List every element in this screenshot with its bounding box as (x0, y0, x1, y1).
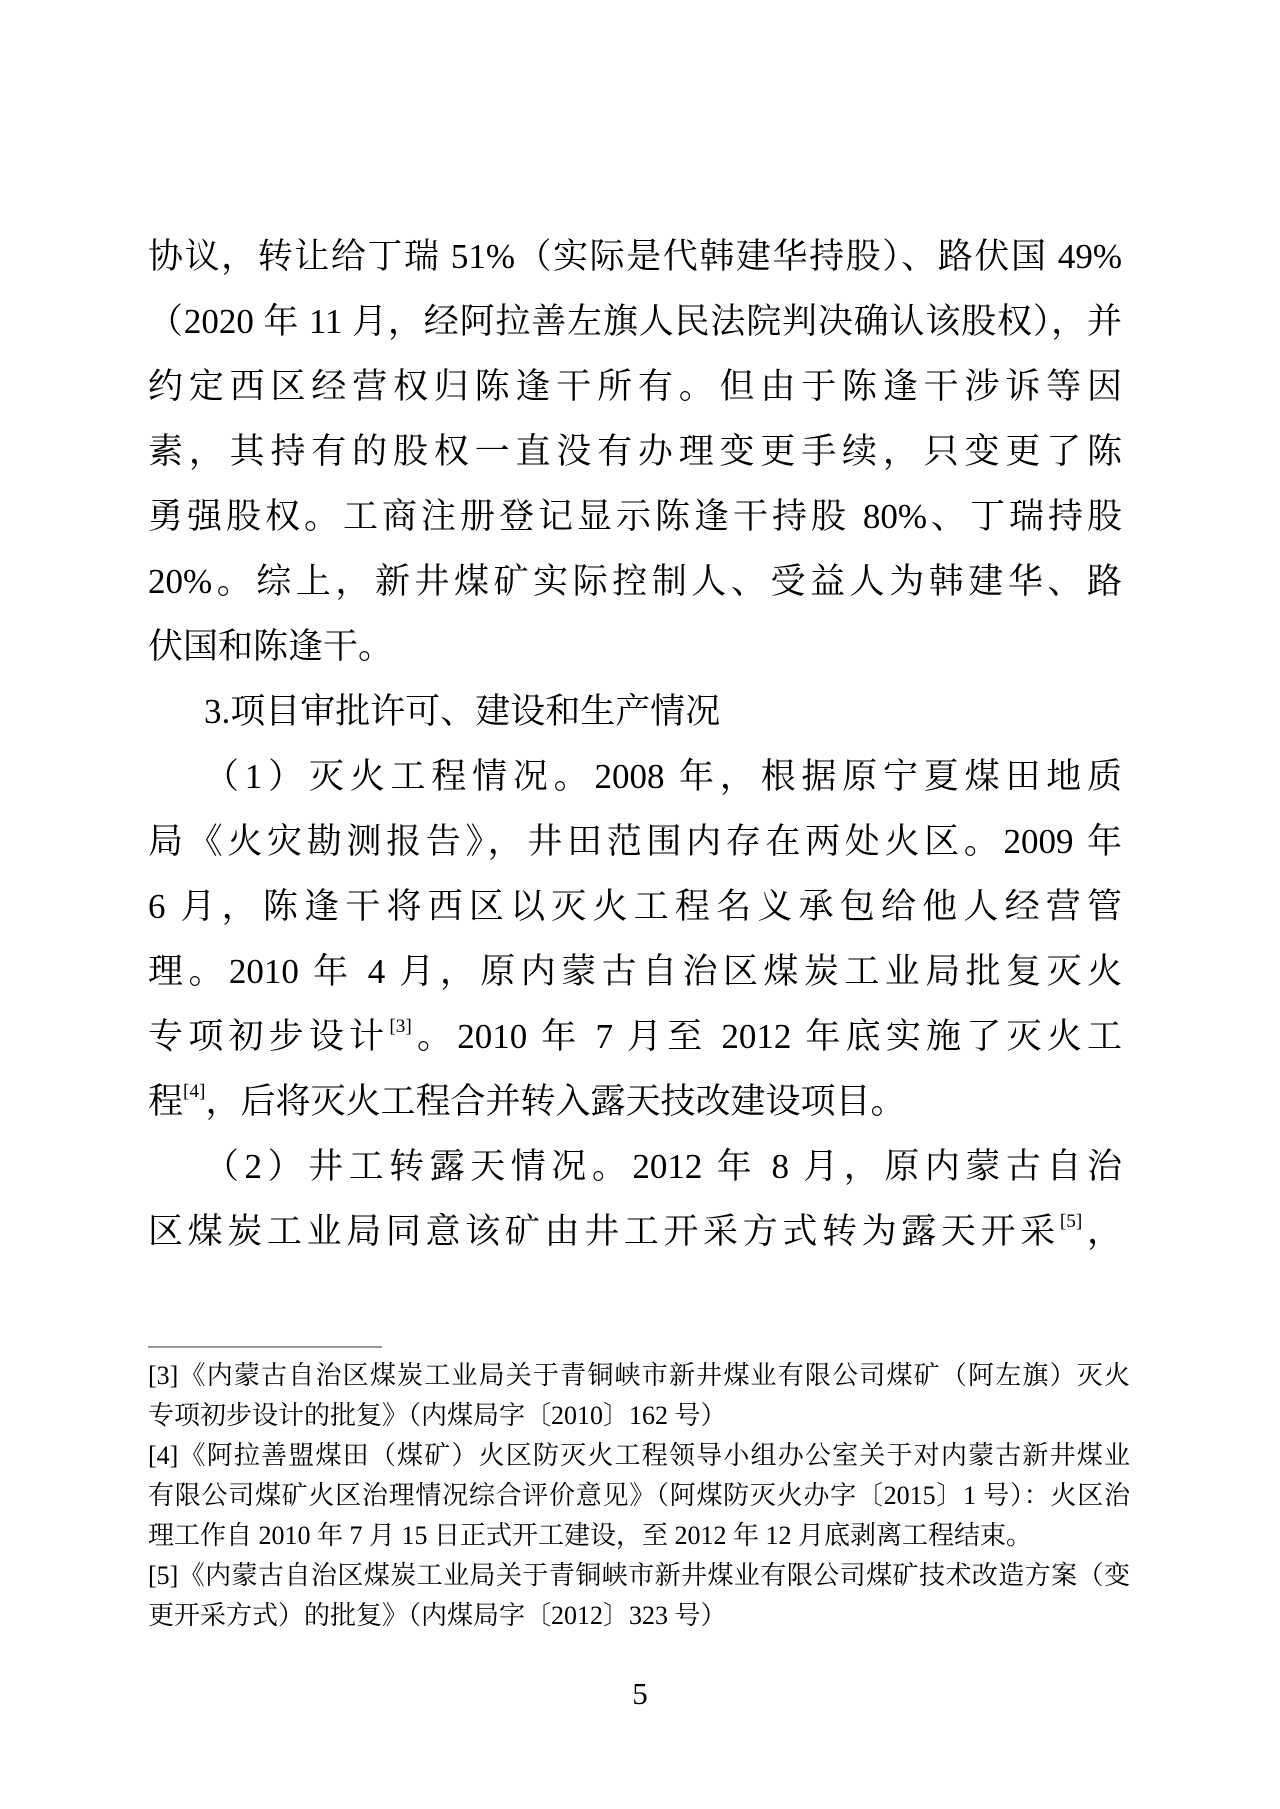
text-run: 勇强股权。工商注册登记显示陈逢干持股 80%、丁瑞持股 (148, 497, 1122, 536)
text-run: 20%。综上，新井煤矿实际控制人、受益人为韩建华、路 (148, 562, 1122, 601)
text-run: ， (1082, 1212, 1122, 1251)
text-line (148, 809, 1122, 874)
text-line (148, 1199, 1122, 1264)
text-run: 素，其持有的股权一直没有办理变更手续，只变更了陈 (148, 432, 1122, 471)
text-run: 约定西区经营权归陈逢干所有。但由于陈逢干涉诉等因 (148, 367, 1122, 406)
footnote-line: 专项初步设计的批复》（内煤局字〔2010〕162 号） (148, 1401, 727, 1430)
text-line (148, 1134, 1122, 1199)
body-text (148, 224, 1122, 1264)
text-line (148, 419, 1122, 484)
footnote-line: 理工作自 2010 年 7 月 15 日正式开工建设，至 2012 年 12 月底剥离工程结束。 (148, 1521, 1033, 1550)
footnotes-section (148, 1356, 1130, 1636)
text-line (148, 484, 1122, 549)
section-heading (148, 679, 1122, 744)
text-line (148, 224, 1122, 289)
heading-line (148, 679, 1122, 744)
footnote-line: 更开采方式）的批复》（内煤局字〔2012〕323 号） (148, 1601, 727, 1630)
text-run: 协议，转让给丁瑞 51%（实际是代韩建华持股）、路伏国 49% (148, 237, 1122, 276)
text-run: 程 (148, 1082, 184, 1121)
paragraph (148, 1134, 1122, 1264)
paragraph-continuation (148, 224, 1122, 679)
text-run: 3.项目审批许可、建设和生产情况 (204, 692, 721, 731)
footnote-ref: [4] (183, 1081, 206, 1102)
text-line (148, 874, 1122, 939)
footnote-line: [5]《内蒙古自治区煤炭工业局关于青铜峡市新井煤业有限公司煤矿技术改造方案（变 (148, 1561, 1130, 1590)
footnote-separator-rule (148, 1346, 382, 1348)
footnote-ref: [3] (389, 1016, 412, 1037)
text-run: 局《火灾勘测报告》，井田范围内存在两处火区。2009 年 (148, 822, 1122, 861)
text-run: （2）井工转露天情况。2012 年 8 月，原内蒙古自治 (204, 1147, 1122, 1186)
footnote-item (148, 1436, 1130, 1556)
footnote-ref: [5] (1059, 1211, 1083, 1232)
text-run: 专项初步设计 (148, 1017, 390, 1056)
text-run: 。2010 年 7 月至 2012 年底实施了灭火工 (411, 1017, 1122, 1056)
text-line (148, 1004, 1122, 1069)
text-run: 伏国和陈逢干。 (148, 627, 394, 666)
text-line (148, 939, 1122, 1004)
text-run: 理。2010 年 4 月，原内蒙古自治区煤炭工业局批复灭火 (148, 952, 1122, 991)
text-line (148, 1069, 1122, 1134)
footnote-item (148, 1356, 1130, 1436)
footnote-item (148, 1556, 1130, 1636)
text-line (148, 744, 1122, 809)
text-line (148, 549, 1122, 614)
text-run: 区煤炭工业局同意该矿由井工开采方式转为露天开采 (148, 1212, 1060, 1251)
footnote-line: [3]《内蒙古自治区煤炭工业局关于青铜峡市新井煤业有限公司煤矿（阿左旗）灭火 (148, 1361, 1130, 1390)
text-run: ，后将灭火工程合并转入露天技改建设项目。 (205, 1082, 906, 1121)
text-run: （1）灭火工程情况。2008 年，根据原宁夏煤田地质 (204, 757, 1122, 796)
text-line (148, 614, 1122, 679)
text-line (148, 289, 1122, 354)
text-line (148, 354, 1122, 419)
page-number: 5 (632, 1676, 648, 1711)
footnote-line: 有限公司煤矿火区治理情况综合评价意见》（阿煤防灭火办字〔2015〕1 号）：火区治 (148, 1481, 1130, 1510)
text-run: 6 月，陈逢干将西区以灭火工程名义承包给他人经营管 (148, 887, 1122, 926)
paragraph (148, 744, 1122, 1134)
footnote-line: [4]《阿拉善盟煤田（煤矿）火区防灭火工程领导小组办公室关于对内蒙古新井煤业 (148, 1441, 1130, 1470)
text-run: （2020 年 11 月，经阿拉善左旗人民法院判决确认该股权），并 (148, 302, 1122, 341)
